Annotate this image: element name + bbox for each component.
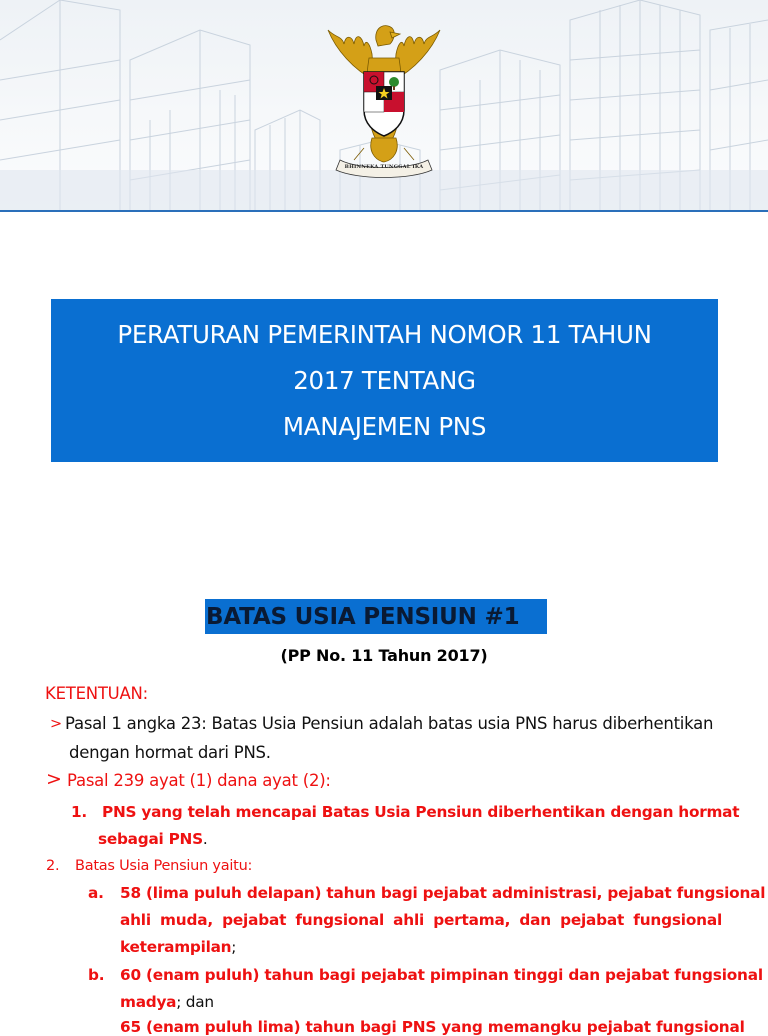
- section-heading: BATAS USIA PENSIUN #1: [205, 599, 547, 634]
- sub-item-a-line-3-bold: keterampilan: [120, 938, 232, 956]
- bullet-2-text: Pasal 239 ayat (1) dana ayat (2):: [67, 771, 331, 790]
- sub-item-b-letter: b.: [88, 966, 105, 984]
- item-2-number: 2.: [46, 858, 60, 874]
- sub-item-a-letter: a.: [88, 884, 104, 902]
- sub-item-c-line-1-partial: 65 (enam puluh lima) tahun bagi PNS yang memangku pejabat fungsional: [120, 1018, 745, 1036]
- sub-item-a-line-2: ahli muda, pejabat fungsional ahli pertama, dan pejabat fungsional: [120, 911, 722, 929]
- section-subheading: (PP No. 11 Tahun 2017): [280, 646, 488, 665]
- sub-item-a-line-3: [120, 938, 236, 956]
- item-1-number: 1.: [71, 803, 87, 821]
- bullet-1-marker: >: [50, 716, 62, 732]
- sub-item-a-line-3-tail: ;: [231, 938, 237, 956]
- item-1-line-2-bold: sebagai PNS: [98, 830, 203, 848]
- header-divider: [0, 210, 768, 212]
- document-title-box: [51, 299, 718, 462]
- garuda-emblem-icon: [314, 10, 454, 190]
- sub-item-b-line-2: [120, 993, 214, 1011]
- sub-item-b-line-1: 60 (enam puluh) tahun bagi pejabat pimpinan tinggi dan pejabat fungsional: [120, 966, 763, 984]
- title-line-1: PERATURAN PEMERINTAH NOMOR 11 TAHUN: [117, 319, 652, 349]
- sub-item-b-line-2-bold: madya: [120, 993, 177, 1011]
- item-1-line-2: [98, 830, 208, 848]
- title-line-3: MANAJEMEN PNS: [282, 411, 487, 441]
- bullet-1-line-1: Pasal 1 angka 23: Batas Usia Pensiun adalah batas usia PNS harus diberhentikan: [65, 714, 714, 733]
- ketentuan-label: KETENTUAN:: [45, 684, 148, 703]
- bullet-2-marker: >: [46, 768, 62, 790]
- item-1-line-2-tail: .: [202, 830, 208, 848]
- sub-item-b-line-2-tail: ; dan: [176, 993, 214, 1011]
- header-banner: [0, 0, 768, 212]
- item-1-line-1: PNS yang telah mencapai Batas Usia Pensiun diberhentikan dengan hormat: [102, 803, 740, 821]
- item-2-text: Batas Usia Pensiun yaitu:: [75, 858, 253, 874]
- sub-item-a-line-1: 58 (lima puluh delapan) tahun bagi pejabat administrasi, pejabat fungsional: [120, 884, 766, 902]
- emblem-motto: BHINNEKA TUNGGAL IKA: [344, 164, 424, 170]
- bullet-1-line-2: dengan hormat dari PNS.: [69, 743, 271, 762]
- title-line-2: 2017 TENTANG: [293, 365, 476, 395]
